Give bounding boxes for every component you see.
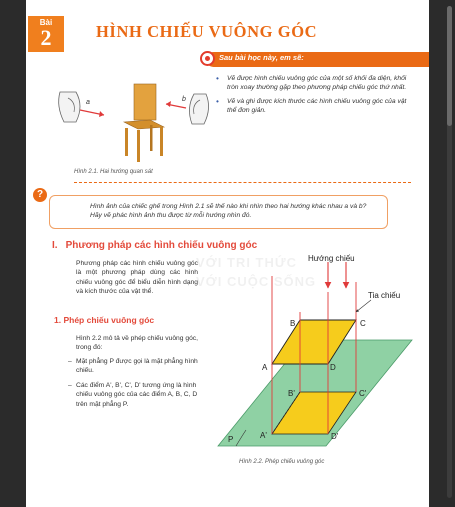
bullet-icon: • xyxy=(216,97,219,106)
figure-two-viewing-directions xyxy=(54,80,214,168)
point-label: B xyxy=(290,319,296,328)
question-text: Hình ảnh của chiếc ghế trong Hình 2.1 sẽ thế nào khi nhìn theo hai hướng khác nhau a và b? Hãy vẽ phác hình ảnh thu được từ mỗi hướng nhìn đó. xyxy=(90,203,367,219)
objective-item: • Vẽ được hình chiếu vuông góc của một số khối đa diện, khối tròn xoay thường gặp theo phương pháp chiếu góc thứ nhất. xyxy=(216,74,407,91)
point-label: C xyxy=(360,319,366,328)
section-intro: Phương pháp các hình chiếu vuông góc là một phương pháp dùng các hình chiếu vuông góc để biểu diễn hình dạng và kích thước của vật thể. xyxy=(76,260,198,295)
direction-label: Hướng chiếu xyxy=(308,254,355,263)
point-label: C' xyxy=(359,389,367,398)
point-label: B' xyxy=(288,389,295,398)
textbook-page xyxy=(26,0,429,507)
list-item: – Các điểm A', B', C', D' tương ứng là hình chiếu vuông góc của các điểm A, B, C, D trên mặt phẳng P. xyxy=(68,382,198,408)
list-item: – Mặt phẳng P được gọi là mặt phẳng hình chiếu. xyxy=(68,358,198,375)
section-divider xyxy=(74,182,411,183)
objectives-list xyxy=(216,74,408,120)
subsection-title: 1. Phép chiếu vuông góc xyxy=(54,315,155,325)
lesson-badge xyxy=(28,16,64,52)
figure2-caption: Hình 2.2. Phép chiếu vuông góc xyxy=(239,459,325,465)
section-title: I. Phương pháp các hình chiếu vuông góc xyxy=(52,240,258,251)
point-label: D xyxy=(330,363,336,372)
question-box xyxy=(49,195,388,229)
label-a: a xyxy=(86,99,90,106)
scrollbar-thumb[interactable] xyxy=(447,6,452,126)
figure1-caption: Hình 2.1. Hai hướng quan sát xyxy=(74,169,153,175)
point-label: A' xyxy=(260,431,267,440)
observer-left-icon xyxy=(59,92,80,122)
observer-right-icon xyxy=(189,94,208,124)
watermark: VỚI TRI THỨC VỚI CUỘC SỐNG xyxy=(196,255,317,289)
objective-item: • Vẽ và ghi được kích thước các hình chiếu vuông góc của vật thể đơn giản. xyxy=(216,97,407,114)
chair-illustration xyxy=(124,84,164,162)
objectives-header: Sau bài học này, em sẽ: xyxy=(219,53,304,62)
point-label: D' xyxy=(331,432,339,441)
point-label: A xyxy=(262,363,268,372)
lesson-label: Bài xyxy=(39,18,53,27)
question-icon: ? xyxy=(33,188,47,202)
lesson-number: 2 xyxy=(40,25,52,50)
target-icon xyxy=(200,51,215,66)
ray-label: Tia chiếu xyxy=(368,291,401,300)
figure-orthogonal-projection xyxy=(216,252,416,456)
lesson-title: HÌNH CHIẾU VUÔNG GÓC xyxy=(96,22,318,41)
label-b: b xyxy=(182,96,186,103)
plane-label: P xyxy=(228,435,234,444)
scrollbar[interactable] xyxy=(447,6,452,498)
bullet-icon: • xyxy=(216,74,219,83)
subsection-intro: Hình 2.2 mô tả về phép chiếu vuông góc, trong đó: xyxy=(76,335,198,352)
